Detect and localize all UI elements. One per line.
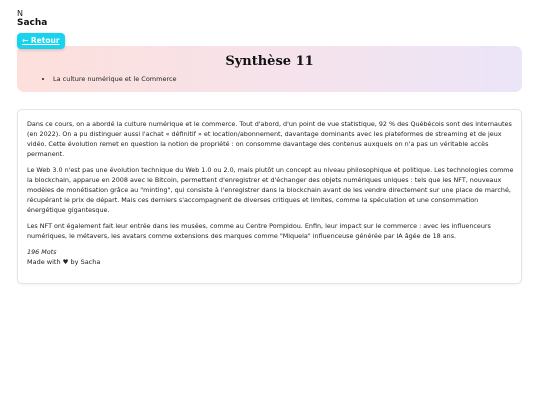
article-card — [17, 109, 522, 284]
article-paragraph: Les NFT ont également fait leur entrée dans les musées, comme au Centre Pompidou. Enfin, leur impact sur le commerce : avec les influenceurs numériques, le métavers, les avatars comme extensions des marques comme "Miquela" influenceuse générée par IA âgée de 18 ans. — [27, 222, 491, 240]
topic-list — [43, 75, 177, 83]
article-body — [27, 119, 515, 263]
brand[interactable] — [17, 9, 47, 28]
topic-item: • La culture numérique et le Commerce — [53, 75, 177, 83]
article-paragraph: Le Web 3.0 n'est pas une évolution technique du Web 1.0 ou 2.0, mais plutôt un concept au niveau philosophique et politique. Les technologies comme la blockchain, apparue en 2008 avec le Bitcoin, permettent d'enregistrer et d'échanger des objets numériques uniques : tels que les NFT, nouveaux modèles de monétisation grâce au "minting", qui consiste à l'enregistrer dans la blockchain avant de les vendre directement sur une place de marché, récupérant le prix de départ. Mais ces derniers s'accompagnent de diverses critiques et limites, comme la spéculation et une consommation énergétique gigantesque. — [27, 166, 514, 214]
hero-banner — [17, 46, 522, 92]
word-count: 196 Mots — [27, 248, 57, 256]
made-with-credit: Made with ♥ by Sacha — [27, 258, 101, 266]
article-paragraph: Dans ce cours, on a abordé la culture numérique et le commerce. Tout d'abord, d'un point de vue statistique, 92 % des Québécois sont des internautes (en 2022). On a pu distinguer aussi l'achat « définitif » et location/abonnement, davantage dominants avec les plateformes de streaming et de jeux vidéo. Cette évolution remet en question la notion de propriété : on consomme davantage des contenus auxquels on n'a pas un véritable accès permanent. — [27, 120, 512, 158]
brand-name: Sacha — [17, 18, 48, 28]
page-title: Synthèse 11 — [225, 54, 314, 69]
brand-initial: N — [17, 9, 23, 18]
back-button[interactable]: ← Retour — [17, 33, 65, 49]
